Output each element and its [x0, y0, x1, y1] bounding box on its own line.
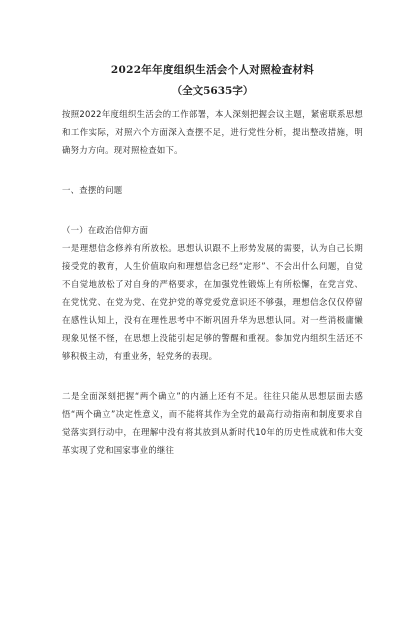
intro-paragraph: 按照2022年度组织生活会的工作部署，本人深刻把握会议主题，紧密联系思想和工作实际，对照六个方面深入查摆不足，进行党性分析，提出整改措施，明确努力方向。现对照检查如下。 [62, 109, 363, 155]
section-heading-problems: 一、查摆的问题 [62, 185, 123, 195]
document-subtitle: （全文5635字） [171, 85, 254, 97]
document-title: 2022年年度组织生活会个人对照检查材料 [110, 64, 315, 76]
document-page [0, 62, 408, 642]
body-paragraph-2: 二是全面深刻把握“两个确立”的内涵上还有不足。往往只能从思想层面去感悟“两个确立”决定性意义，而不能将其作为全党的最高行动指南和制度要求自觉落实到行动中，在理解中没有将其放到从新时代10年的历史性成就和伟大变革实现了党和国家事业的继往 [62, 391, 363, 455]
subsection-heading-political-belief: （一）在政治信仰方面 [62, 225, 149, 235]
body-paragraph-1: 一是理想信念修养有所放松。思想认识跟不上形势发展的需要，认为自己长期接受党的教育，人生价值取向和理想信念已经“定形”、不会出什么问题，自觉不自觉地放松了对自身的严格要求，在加强党性锻炼上有所松懈，在党言党、在党忧党、在党为党、在党护党的尊党爱党意识还不够强，理想信念仅仅停留在感性认知上，没有在理性思考中不断巩固升华为思想认同。对一些消极庸懒现象见怪不怪，在思想上没能引起足够的警醒和重视。参加党内组织生活还不够积极主动，有重业务，轻党务的表现。 [62, 243, 363, 361]
